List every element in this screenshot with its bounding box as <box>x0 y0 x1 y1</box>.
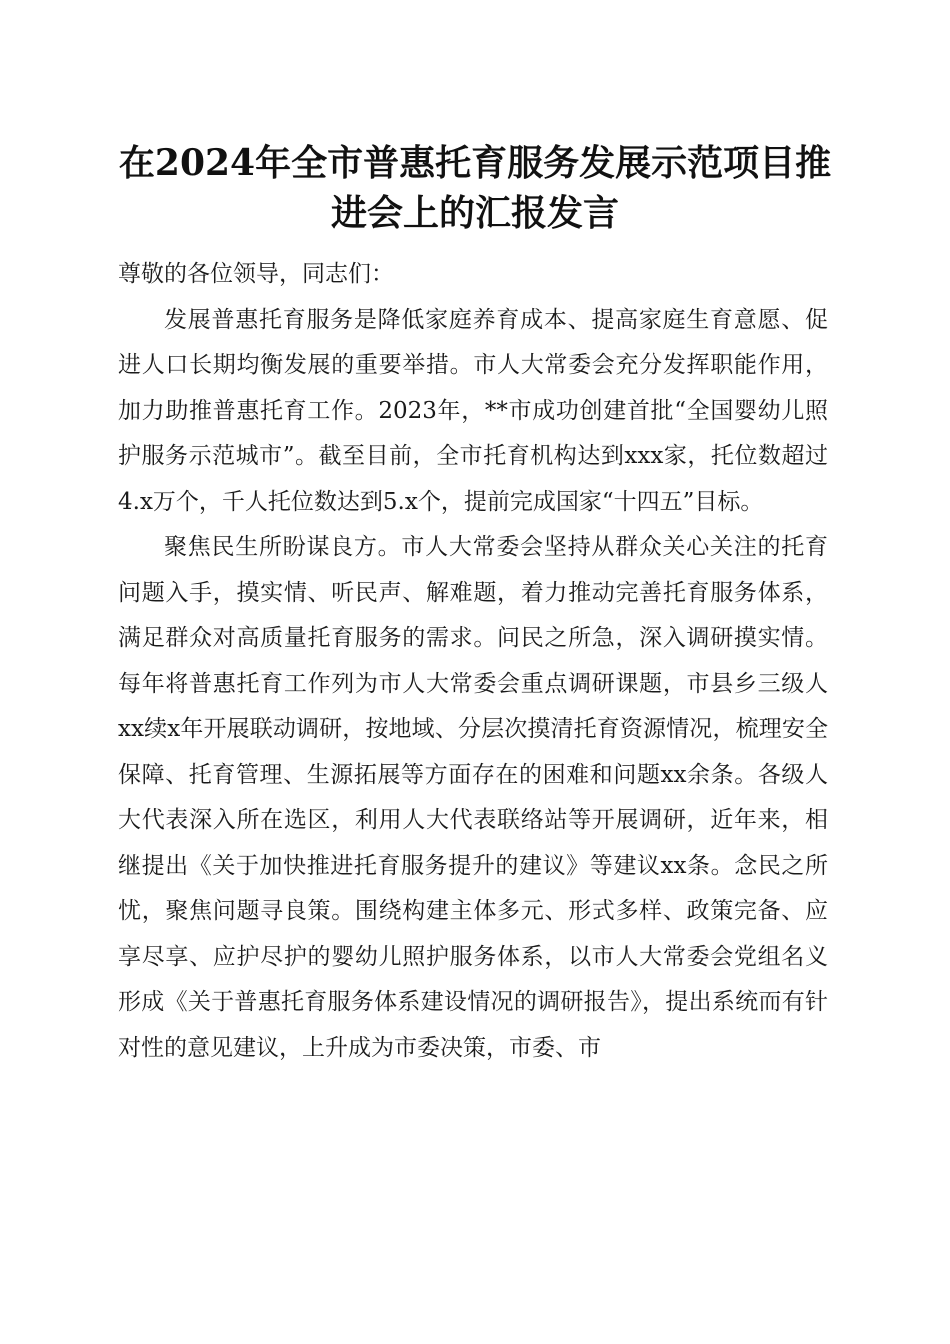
document-title <box>110 138 840 238</box>
document-title-line-1: 在2024年全市普惠托育服务发展示范项目推 <box>118 142 832 184</box>
paragraph-1: 发展普惠托育服务是降低家庭养育成本、提高家庭生育意愿、促进人口长期均衡发展的重要举措。市人大常委会充分发挥职能作用，加力助推普惠托育工作。2023年，**市成功创建首批“全国婴幼儿照护服务示范城市”。截至目前，全市托育机构达到xxx家，托位数超过4.x万个，千人托位数达到5.x个，提前完成国家“十四五”目标。 <box>118 306 828 515</box>
salutation: 尊敬的各位领导，同志们： <box>118 261 394 287</box>
document-body <box>118 252 828 1071</box>
paragraph-2: 聚焦民生所盼谋良方。市人大常委会坚持从群众关心关注的托育问题入手，摸实情、听民声、解难题，着力推动完善托育服务体系，满足群众对高质量托育服务的需求。问民之所急，深入调研摸实情。每年将普惠托育工作列为市人大常委会重点调研课题，市县乡三级人xx续x年开展联动调研，按地域、分层次摸清托育资源情况，梳理安全保障、托育管理、生源拓展等方面存在的困难和问题xx余条。各级人大代表深入所在选区，利用人大代表联络站等开展调研，近年来，相继提出《关于加快推进托育服务提升的建议》等建议xx条。念民之所忧，聚焦问题寻良策。围绕构建主体多元、形式多样、政策完备、应享尽享、应护尽护的婴幼儿照护服务体系，以市人大常委会党组名义形成《关于普惠托育服务体系建设情况的调研报告》，提出系统而有针对性的意见建议，上升成为市委决策，市委、市 <box>118 534 828 1061</box>
document-title-line-2: 进会上的汇报发言 <box>330 192 619 234</box>
